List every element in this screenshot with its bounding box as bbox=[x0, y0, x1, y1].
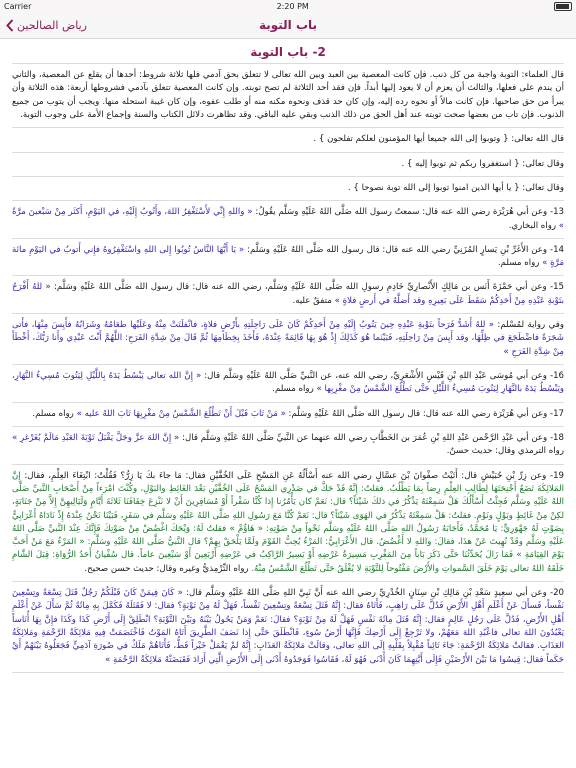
hadith-intro: 20- وعن أبي سعِيدٍ سَعْدِ بْنِ مَالِكِ بْنِ سِنَانٍ الخُدْرِيِّ رضي الله عنه أَنَّ نَبِيَّ اللهِ صَلَّى اللهُ عَلَيْهِ وسَلَّم قال: bbox=[182, 588, 565, 599]
hadith-block bbox=[12, 365, 564, 403]
hadith-source: رواه مسلم. bbox=[272, 384, 317, 395]
hadith-intro: 18- وعن أبي عَبْدِ الرَّحْمن عَبْدِ اللهِ بْنِ عُمَرَ بن الخَطَّابِ رضي الله عنهما عن النَّبيِّ صَلَّى اللهُ عَلَيْهِ وسَلَّم قال: bbox=[179, 432, 564, 443]
hadith-block bbox=[12, 153, 564, 177]
hadith-source: رواه الترمذي وقال: حديث حسنٌ. bbox=[446, 446, 564, 457]
hadith-block bbox=[12, 128, 564, 152]
hadith-source: رواه مسلم. bbox=[32, 408, 77, 419]
hadith-intro: وقال تعالى: { يا أيها الذين امنوا توبوا إلى الله توبة نصوحا } . bbox=[347, 182, 564, 193]
chevron-left-icon bbox=[6, 19, 14, 32]
hadith-intro: 17- وعن أبي هُرَيْرَة رضي الله عنه قال: قال رسول الله صَلَّى اللهُ عَلَيْهِ وسَلَّم: bbox=[285, 408, 564, 419]
chapter-heading: 2- باب التوبة bbox=[250, 45, 326, 59]
hadith-quote: إِنَّ المَلائِكَةَ تَضَعُ أَجْنِحَتَهَا لِطَالِبِ العِلْمِ رِضاً بِمَا يَطْلُبُ. فقلتُ: إِنَّهُ قَدْ حَكَّ في صَدْرِي المَسْحُ عَلَى الخُفَّيْنِ بَعْدَ الغَائِطِ والبَوْلِ، وكُنْتَ امْرَءاً مِنْ أَصْحَابِ النَّبيِّ صَلَّى اللهُ عَلَيْهِ وسَلَّم فَجِئْتُ أَسْأَلُكَ هَلْ سَمِعْتَهُ يَذْكُرُ في ذلكَ شَيْئاً؟ قال: نَعَمْ كان يَأْمُرُنا إِذا كُنَّا سَفْراً أَوْ مُسَافِرِينَ أَنْ لا نَنْزِعَ خِفَافَنَا ثَلاثَةَ أَيَّامٍ وَلَيَالِيهِنَّ إِلاَّ مِنْ جَنَابَةٍ، لكِنْ مِنْ غَائِطٍ وبَوْلٍ ونَوْمٍ. فقلتُ: هَلْ سَمِعْتَهُ يَذْكُرُ في الهَوَى شَيْئاً؟ قال: نَعَمْ كُنَّا مَعَ رَسُولِ اللهِ صَلَّى اللهُ عَلَيْهِ وسَلَّم في سَفَرٍ، فَبَيْنَا نَحْنُ عِنْدَهُ إِذْ نَادَاهُ أَعْرَابِيٌّ بِصَوْتٍ لَهُ جَهْوَرِيٍّ: يَا مُحَمَّدُ، فَأَجَابَهُ رَسُولُ اللهِ صَلَّى اللهُ عَلَيْهِ وسَلَّم نَحْواً مِنْ صَوْتِهِ: « هَاؤُمْ » فقلتُ لَهُ: وَيْحَكَ اغْضُضْ مِنْ صَوْتِكَ فَإِنَّكَ عِنْدَ النَّبيِّ صَلَّى اللهُ عَلَيْهِ وسَلَّم وقَدْ نُهِيتَ عَنْ هذَا، فقالَ: واللهِ لا أَغْضُضُ. قال الأَعْرَابِيُّ: المَرْءُ يُحِبُّ القَوْمَ ولَمَّا يَلْحَقْ بِهِمْ؟ قال النَّبيُّ صَلَّى اللهُ عَلَيْهِ وسَلَّم: « المَرْءُ مَعَ مَنْ أَحَبَّ يَوْمَ القِيَامَةِ » فَمَا زَالَ يُحَدِّثُنَا حَتَّى ذَكَرَ بَاباً مِنَ المَغْرِبِ مَسِيرَةُ عَرْضِهِ أَوْ يَسِيرُ الرَّاكِبُ في عَرْضِهِ أَرْبَعِينَ أَوْ سَبْعِينَ عاماً. قال سُفْيانُ أَحَدُ الرُّوَاةِ: قِبَلَ الشَّامِ خَلَقَهُ اللهُ تعالى يَوْمَ خَلَقَ السَّمواتِ والأَرْضَ مَفْتُوحاً لِلتَّوْبَةِ لا يُغْلَقُ حَتَّى تَطْلُعَ الشَّمْسُ مِنْهُ. bbox=[12, 470, 564, 574]
hadith-quote: « إِنَّ اللهَ عزَّ وجَلَّ يَقْبَلُ تَوْبَةَ العَبْدِ مَالَمْ يُغَرْغرِ » bbox=[12, 432, 180, 443]
battery-icon bbox=[554, 2, 572, 11]
hadith-intro: قال العلماء: التوبة واجبة من كل ذنب. فإن كانت المعصية بين العبد وبين الله تعالى لا تتعلق بحق آدمي فلها ثلاثة شروط: أحدها أن يقلع عن المعصية، والثاني أن يندم على فعلها، والثالث أن يعزم أن لا يعود إليها أبداً. فإن فقد أحد الثلاثة لم تصح توبته. وإن كانت المعصية تتعلق بآدمي فشروطها أربعة: هذه الثلاثة وأن يبرأ من حق صاحبها. فإن كانت مالاً أو نحوه رده إليه، وإن كان حد قذف ونحوه مكنه منه أو طلب عفوه، وإن كان غيبة استحله منها. ويجب أن يتوب من جميع الذنوب. فإن تاب من بعضها صحت توبته عند أهل الحق من ذلك الذنب وبقي عليه الباقي. وقد تظاهرت دلائل الكتاب والسنة وإجماع الأمة على وجوب التوبة. bbox=[12, 70, 564, 120]
hadith-intro: 19- وعن زِرِّ بْنِ حُبَيْشٍ قال: أَتَيْتُ صفْوانَ بْنَ عسَّالٍ رضي الله عنه أَسْأَلُهُ عَنِ المَسْحِ عَلَى الخُفَّيْنِ فقال: مَا جاءَ بكَ يَا زِرُّ؟ فَقُلْتُ: ابْتِغَاءَ العِلْمِ، فقال: bbox=[20, 470, 564, 481]
carrier-label: Carrier bbox=[4, 1, 32, 11]
clock: 2:20 PM bbox=[276, 1, 309, 11]
page-title: باب التوبة bbox=[258, 18, 318, 32]
hadith-intro: وقال تعالى: { استغفروا ربكم ثم توبوا إليه } . bbox=[401, 158, 564, 169]
hadith-intro: قال الله تعالى: { وتوبوا إلى الله جميعا أيها المؤمنون لعلكم تفلحون } . bbox=[313, 134, 564, 145]
hadith-source: رواه التِّرْمِذيُّ وغيره وقال: حديث حسن صحيح. bbox=[84, 563, 252, 574]
hadith-source: متفقٌ عليه. bbox=[292, 295, 335, 306]
hadith-source: رواه مسلم. bbox=[497, 258, 543, 269]
navigation-bar bbox=[0, 12, 576, 39]
hadith-block bbox=[12, 177, 564, 201]
status-bar bbox=[0, 0, 576, 12]
hadith-quote: « يَا أَيُّهَا النَّاسُ تُوبُوا إِلى اللهِ واسْتَغْفِرُوهُ فإِني أَتوبُ في اليَوْمِ مائة مَرَّةٍ » bbox=[12, 244, 564, 269]
hadith-quote: « للهُ أَشَدُّ فَرَحاً بتَوْبةِ عَبْدِهِ حِينَ يَتُوبُ إِلَيْهِ مِنْ أَحَدِكُمْ كَانَ عَلَى رَاحِلَتِهِ بأَرْضٍ فلاةٍ، فانْفلَتَتْ مِنْهُ وعَلَيْها طعَامُهُ وشَرَابُهُ فأَيِسَ مِنْهَا، فأَتى شَجَرَةً فاضْطَجَعَ في ظِلِّهَا، وقد أَيِسَ مِنْ رَاحِلَتِهِ، فَبَيْنَما هُوَ كَذَلِكَ إِذْ هُوَ بِهَا قَائِمَةً عِنْدَهُ، فَأَخَذَ بِخِطَامِهَا ثُمَّ قَالَ مِنْ شِدَّةِ الفَرَحِ: اللَّهُمَّ أَنْتَ عَبْدِي وأَنا رَبُّكَ، أَخْطَأَ مِنْ شِدَّةِ الفَرَحِ » bbox=[12, 320, 564, 357]
hadith-block bbox=[12, 201, 564, 239]
hadith-quote: « واللهِ إِنِّي لأَسْتَغْفِرُ اللهَ، وأَتُوبُ إِلَيْهِ، في اليَوْمِ، أَكثَر مِنْ سَبْعينَ مرَّةً » bbox=[12, 207, 564, 231]
hadith-source: رواه البخاري. bbox=[508, 220, 559, 231]
hadith-block bbox=[12, 239, 564, 277]
hadith-block bbox=[12, 63, 564, 128]
hadith-quote: « للهُ أَفْرَحُ بتَوْبةِ عَبْدِهِ مِنْ أَحَدِكُمْ سَقَطَ عَلَى بَعِيرِهِ وقد أَضلَّهُ في أَرضٍ فلاةٍ » bbox=[12, 282, 564, 306]
hadith-block bbox=[12, 314, 564, 365]
hadith-quote: « مَنْ تَابَ قَبْلَ أَنْ تَطْلُعَ الشَّمْسُ مِنْ مغْرِبِهَا تَابَ اللهُ عليه » bbox=[76, 408, 286, 419]
hadith-block bbox=[12, 276, 564, 314]
hadith-intro: 15- وعن أبي حَمْزَةَ أَنَس بن مَالِكٍ الأَنْصارِيِّ خَادِمِ رسولِ الله صَلَّى اللهُ عَلَيْهِ وسَلَّم، رضي الله عنه قال: قال رسول الله صَلَّى اللهُ عَلَيْهِ وسَلَّم: bbox=[50, 282, 565, 293]
back-button[interactable] bbox=[0, 19, 87, 32]
hadith-block bbox=[12, 403, 564, 427]
hadith-quote: « إِنَّ الله تعالى يَبْسُطُ يَدَهُ بِاللَّيْلِ لِيَتُوبَ مُسِيءُ النَّهَارِ، ويَبْسُطُ يَدَهُ بالنَّهَارِ لِيَتُوبَ مُسِيءُ اللَّيْلِ حَتَّى تَطْلُعَ الشَّمْسُ مِنْ مغْرِبِها » bbox=[12, 371, 564, 395]
hadith-block bbox=[12, 582, 564, 673]
hadith-quote: « كَانَ فِيمَنْ كَانَ قَبْلَكُمْ رَجُلٌ قَتَلَ تِسْعَةً وتِسْعِينَ نَفْساً، فَسأَلَ عَنْ أَعْلَمِ أَهْلِ الأَرْضِ فَدُلَّ عَلَى رَاهِبٍ، فَأَتَاهُ فقال: إِنَّهُ قَتَلَ تِسْعَةً وتِسْعِينَ نَفْساً، فَهَلْ لَهُ مِنْ تَوْبَةٍ؟ فقال: لا فَقَتَلَهُ فَكَمَّلَ بِهِ مِائَةً ثُمَّ سَأَلَ عَنْ أَعْلَمِ أَهْلِ الأَرْضِ، فَدُلَّ عَلَى رَجُلٍ عَالِمٍ فقال: إِنَّهُ قَتَلَ مِائَةَ نَفْسٍ فَهَلْ لَهُ مِنْ تَوْبَةٍ؟ فقالَ: نَعَمْ وَمَنْ يَحُولُ بَيْنَهُ وبَيْنَ التَّوْبَةِ؟ انْطَلِقْ إِلَى أَرْضِ كَذَا وكَذَا فإِنَّ بِهَا أُنَاساً يَعْبُدُونَ اللهَ تعالى فاعْبُدِ اللهَ مَعَهُمْ، ولا تَرْجِعْ إِلَى أَرْضِكَ فَإِنَّهَا أَرْضُ سُوءٍ، فَانْطَلَقَ حَتَّى إِذا نَصَفَ الطَّرِيقَ أَتَاهُ المَوْتُ فَاخْتَصَمَتْ فِيهِ مَلائِكَةُ الرَّحْمَةِ ومَلائِكَةُ العَذَابِ. فقالتْ مَلائِكَةُ الرَّحْمَةِ: جَاءَ تَائِباً مُقْبِلاً بِقَلْبِهِ إِلَى اللهِ تعالى، وقالَتْ مَلائِكَةُ العَذَابِ: إِنَّهُ لمْ يَعْمَلْ خَيْراً قَطُّ، فَأَتَاهُمْ مَلَكٌ في صُورَةِ آدَمِيٍّ فَجَعَلُوهُ بَيْنَهُمْ أَيْ حَكَماً فقال: قِيسُوا مَا بَيْنَ الأَرْضَيْنِ فَإِلَى أَيَّتِهِمَا كَانَ أَدْنَى فَهُوَ لَهُ، فَقَاسُوا فَوَجَدُوهُ أَدْنَى إِلَى الأَرْضِ الَّتِي أَرَادَ فَقَبَضَتْهُ مَلائِكَةُ الرَّحْمَةِ » bbox=[12, 588, 564, 665]
chapter-content[interactable] bbox=[0, 39, 576, 768]
hadith-intro: 16- وعن أبي مُوسَى عَبْدِ اللهِ بْنِ قَيْسٍ الأَشْعَرِيِّ، رضي الله عنه، عن النَّبيِّ صَلَّى اللهُ عَلَيْهِ وسَلَّم قال: bbox=[201, 371, 564, 381]
hadith-block bbox=[12, 427, 564, 465]
hadith-list bbox=[12, 63, 564, 673]
hadith-intro: 13- وعن أبي هُرَيْرَة رضي الله عنه قال: سمعتُ رسول الله صَلَّى اللهُ عَلَيْهِ وسَلَّم يقُولُ: bbox=[252, 207, 564, 218]
hadith-intro: وفي رواية لمُسْلم: bbox=[494, 320, 564, 331]
hadith-block bbox=[12, 465, 564, 583]
back-button-label: رياض الصالحين bbox=[17, 18, 87, 32]
hadith-intro: 14- وعن الأَغَرِّ بْنِ يَسارٍ المُزَنِيِّ رضي الله عنه قال: قال رسول الله صَلَّى اللهُ عَلَيْهِ وسَلَّم: bbox=[244, 244, 564, 255]
